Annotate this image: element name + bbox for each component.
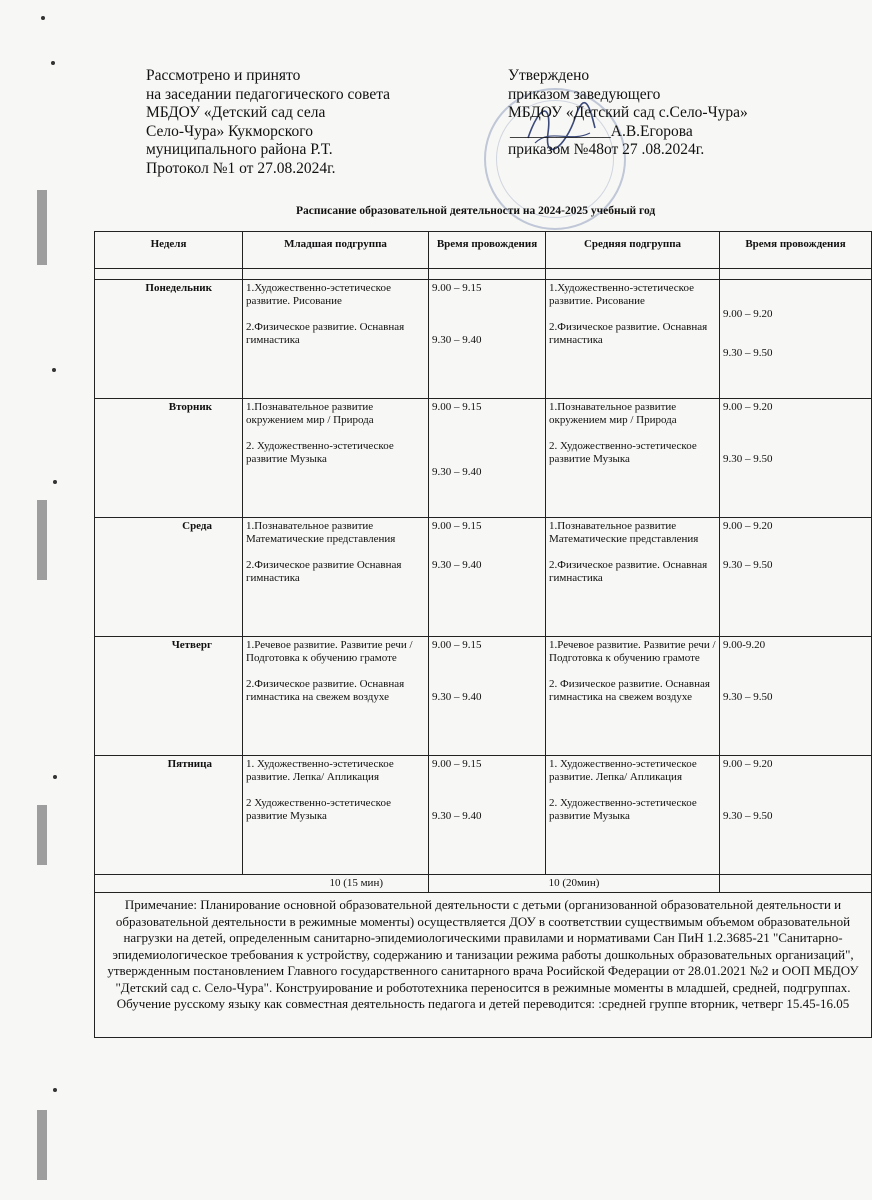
scan-dot [41,16,45,20]
approval-line: Рассмотрено и принято [146,67,301,84]
time-slot [432,678,542,691]
time-slot [432,427,542,440]
approval-line: _____________А.В.Егорова [510,122,693,140]
junior-times [429,399,546,518]
total-junior: 10 (15 мин) [95,875,429,893]
approval-line: приказом заведующего [508,85,661,103]
middle-times [720,399,872,518]
junior-times [429,756,546,875]
time-slot: 9.00-9.20 [723,639,766,651]
approval-line: муниципального района Р.Т. [146,141,333,158]
junior-activity: 1.Речевое развитие. Развитие речи / Подготовка к обучению грамоте 2.Физическое развитие. Оснавная гимнастика на свежем воздухе [243,637,429,756]
column-header: Неделя [95,232,243,269]
approval-line: Протокол №1 от 27.08.2024г. [146,159,336,177]
time-slot: 9.00 – 9.15 [432,282,482,294]
middle-activity: 1.Познавательное развитие Математические представления 2.Физическое развитие. Оснавная гимнастика [546,518,720,637]
time-slot [432,797,542,810]
time-slot: 9.00 – 9.15 [432,758,482,770]
note-row [95,893,872,1038]
approval-line: приказом №48от 27 .08.2024г. [508,141,705,158]
middle-times [720,518,872,637]
time-slot: 9.30 – 9.50 [723,559,773,571]
scan-dot [53,480,57,484]
time-slot: 9.30 – 9.40 [432,691,482,703]
time-slot: 9.00 – 9.15 [432,520,482,532]
middle-times [720,637,872,756]
day-cell: Вторник [95,399,243,518]
scan-dot [53,775,57,779]
time-slot: 9.00 – 9.20 [723,308,773,320]
middle-activity: 1. Художественно-эстетическое развитие. Лепка/ Апликация 2. Художественно-эстетическое развитие Музыка [546,756,720,875]
middle-activity: 1.Художественно-эстетическое развитие. Рисование 2.Физическое развитие. Оснавная гимнастика [546,280,720,399]
time-slot [723,282,868,295]
scan-binding-mark [37,805,47,865]
time-slot [723,797,868,810]
approval-line: МБДОУ «Детский сад с.Село-Чура» [508,104,748,121]
table-row [95,280,872,399]
scan-binding-mark [37,190,47,265]
time-slot [432,784,542,797]
time-slot [723,678,868,691]
approval-block-right [508,67,838,160]
time-slot: 9.30 – 9.40 [432,810,482,822]
time-slot: 9.30 – 9.50 [723,691,773,703]
time-slot [432,295,542,308]
approval-block-left [146,67,466,178]
time-slot: 9.00 – 9.15 [432,639,482,651]
time-slot: 9.00 – 9.20 [723,401,773,413]
spacer-cell [720,269,872,280]
junior-activity: 1.Познавательное развитие окружением мир / Природа 2. Художественно-эстетическое развитие Музыка [243,399,429,518]
time-slot [432,533,542,546]
day-cell: Понедельник [95,280,243,399]
time-slot [723,427,868,440]
middle-activity: 1.Познавательное развитие окружением мир / Природа 2. Художественно-эстетическое развитие Музыка [546,399,720,518]
total-middle: 10 (20мин) [429,875,720,893]
table-row [95,518,872,637]
approval-line: МБДОУ «Детский сад села [146,104,326,121]
column-header: Время провождения [429,232,546,269]
spacer-cell [429,269,546,280]
time-slot [432,665,542,678]
time-slot: 9.30 – 9.40 [432,334,482,346]
time-slot [432,321,542,334]
junior-times [429,518,546,637]
time-slot [432,546,542,559]
time-slot [723,771,868,784]
time-slot: 9.30 – 9.50 [723,453,773,465]
time-slot: 9.00 – 9.20 [723,758,773,770]
middle-times [720,280,872,399]
middle-activity: 1.Речевое развитие. Развитие речи / Подготовка к обучению грамоте 2. Физическое развитие. Оснавная гимнастика на свежем воздухе [546,637,720,756]
time-slot [432,440,542,453]
scan-dot [51,61,55,65]
time-slot: 9.00 – 9.20 [723,520,773,532]
middle-times [720,756,872,875]
approval-line: на заседании педагогического совета [146,85,391,103]
table-header-row [95,232,872,269]
column-header: Время провождения [720,232,872,269]
approval-line: Село-Чура» Кукморского [146,122,313,140]
day-cell: Четверг [95,637,243,756]
schedule-table [94,231,872,1038]
spacer-row [95,269,872,280]
approval-line: Утверждено [508,67,590,84]
time-slot [723,652,868,665]
time-slot [723,440,868,453]
day-cell: Пятница [95,756,243,875]
time-slot: 9.00 – 9.15 [432,401,482,413]
time-slot [432,652,542,665]
time-slot [723,784,868,797]
scan-dot [53,1088,57,1092]
spacer-cell [243,269,429,280]
junior-times [429,280,546,399]
time-slot: 9.30 – 9.50 [723,347,773,359]
column-header: Средняя подгруппа [546,232,720,269]
time-slot [432,308,542,321]
time-slot [723,321,868,334]
time-slot: 9.30 – 9.40 [432,559,482,571]
scan-dot [52,368,56,372]
spacer-cell [546,269,720,280]
document-title: Расписание образовательной деятельности на 2024-2025 учебный год [296,205,656,217]
junior-activity: 1.Познавательное развитие Математические представления 2.Физическое развитие Оснавная гимнастика [243,518,429,637]
scan-binding-mark [37,1110,47,1180]
time-slot [723,533,868,546]
scan-binding-mark [37,500,47,580]
time-slot: 9.30 – 9.40 [432,466,482,478]
time-slot [723,414,868,427]
time-slot [723,665,868,678]
table-row [95,756,872,875]
time-slot [432,414,542,427]
junior-activity: 1. Художественно-эстетическое развитие. Лепка/ Апликация 2 Художественно-эстетическое развитие Музыка [243,756,429,875]
table-row [95,399,872,518]
time-slot [723,334,868,347]
time-slot [723,546,868,559]
time-slot [432,453,542,466]
time-slot [432,771,542,784]
junior-times [429,637,546,756]
spacer-cell [95,269,243,280]
time-slot [723,295,868,308]
column-header: Младшая подгруппа [243,232,429,269]
day-cell: Среда [95,518,243,637]
total-empty [720,875,872,893]
table-row [95,637,872,756]
totals-row [95,875,872,893]
junior-activity: 1.Художественно-эстетическое развитие. Рисование 2.Физическое развитие. Оснавная гимнастика [243,280,429,399]
schedule-note: Примечание: Планирование основной образовательной деятельности с детьми (организованной образовательной деятельности и образовательной деятельности в режимные моменты) осуществляется ДОУ в соответствии существимым объемом образовательной нагрузки на детей, определенным санитарно-эпидемиологическими правилами и нормативами Сан ПиН 1.2.3685-21 "Санитарно-эпидемиологическое требования к устройству, содержанию и танизации режима работы дошкольных образовательных организаций", утвержденным постановлением Главного государственного санитарного врача Росийской Федерации от 28.01.2021 №2 и ООП МБДОУ "Детский сад с. Село-Чура". Конструирование и робототехника переносится в режимные моменты в младшей, средней, подгруппах. Обучение русскому языку как совместная деятельность педагога и детей переводится: :средней группе вторник, четверг 15.45-16.05 [95,893,872,1038]
time-slot: 9.30 – 9.50 [723,810,773,822]
